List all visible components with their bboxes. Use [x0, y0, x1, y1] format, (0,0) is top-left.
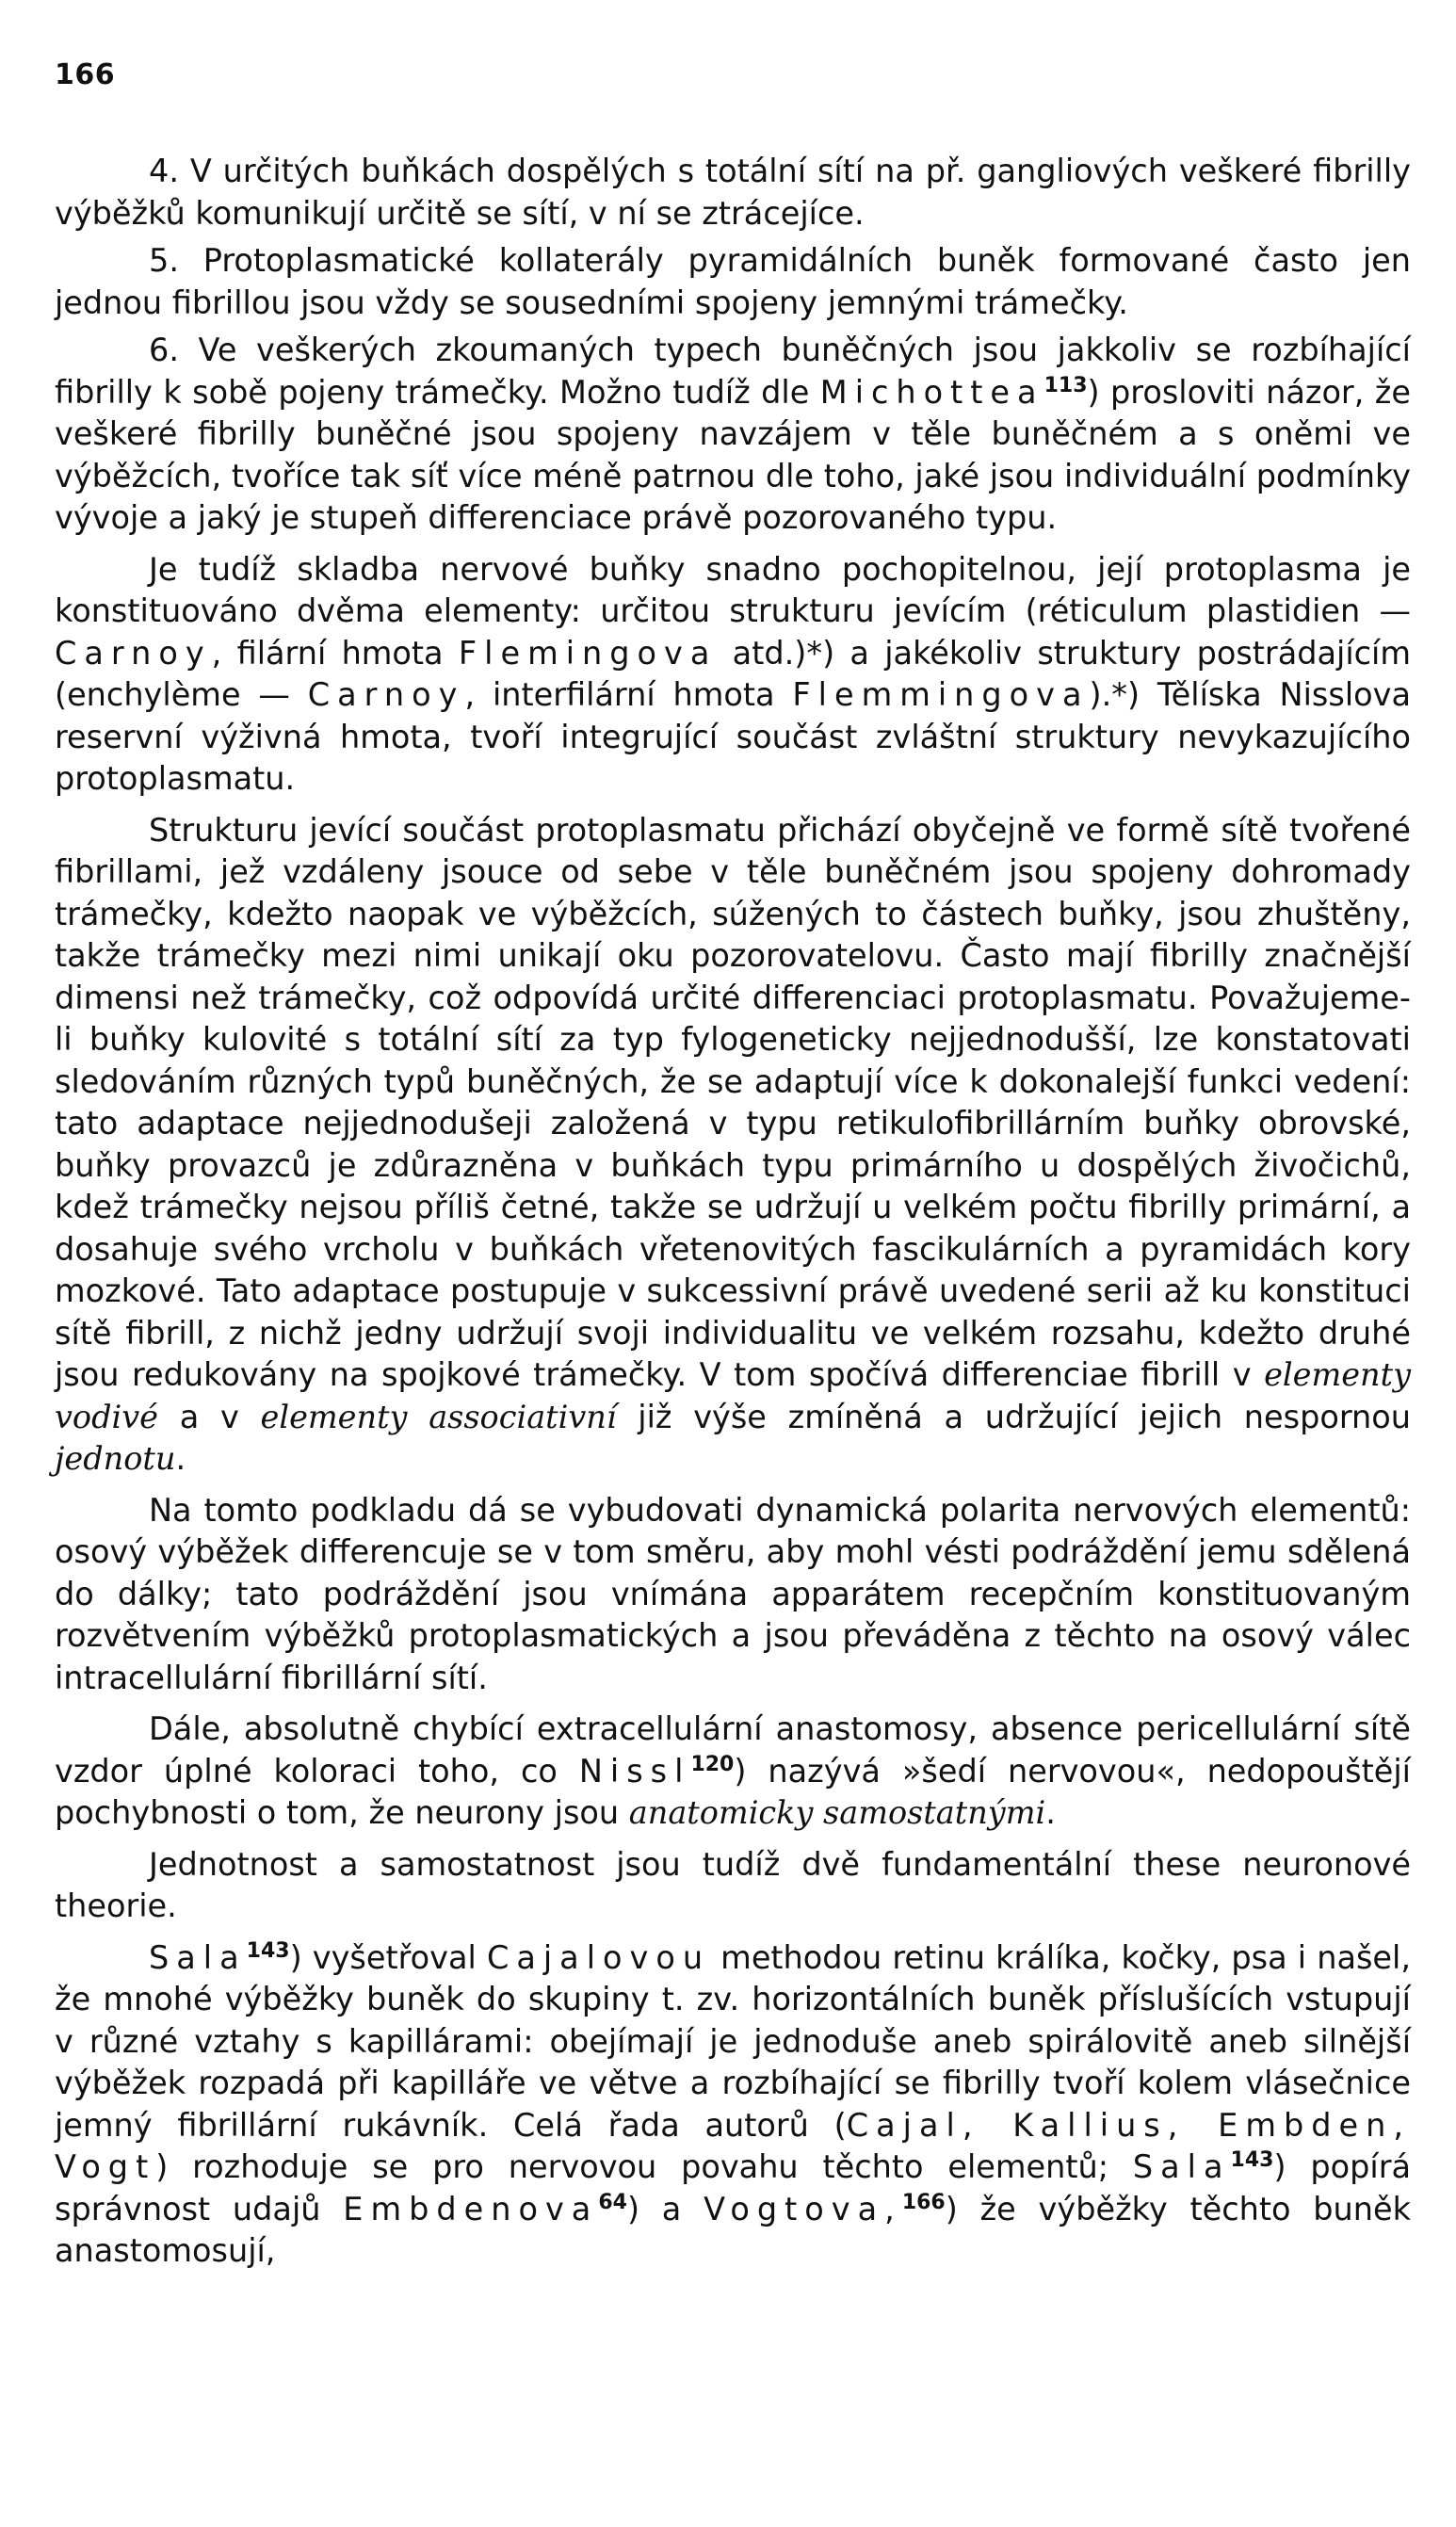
reference-number: 143: [1230, 2147, 1274, 2172]
body-text: [55, 151, 1411, 2282]
reference-number: 120: [690, 1752, 735, 1776]
author-name: Cajalovou: [486, 1938, 711, 1976]
text-run: Strukturu jevící součást protoplasmatu přichází obyčejně ve formě sítě tvořené fibrillami, jež vzdáleny jsouce od sebe v těle buněčném jsou spojeny dohromady trámečky, kdežto naopak ve výběžcích, súžených to částech buňky, jsou zhuštěny, takže trámečky mezi nimi unikají oku pozorovatelovu. Často mají fibrilly značnější dimensi než trámečky, což odpovídá určité differenciaci protoplasmatu. Považujeme-li buňky kulovité s totální sítí za typ fylogeneticky nejjednodušší, lze konstatovati sledováním různých typů buněčných, že se adaptují více k dokonalejší funkci vedení: tato adaptace nejjednodušeji založená v typu retikulofibrillárním buňky obrovské, buňky provazců je zdůrazněna v buňkách typu primárního u dospělých živočichů, kdež trámečky nejsou příliš četné, takže se udržují u velkém počtu fibrilly primární, a dosahuje svého vrcholu v buňkách vřetenovitých fascikulárních a pyramidách kory mozkové. Tato adaptace postupuje v sukcessivní právě uvedené serii až ku konstituci sítě fibrill, z nichž jedny udržují svoji individualitu ve velkém rozsahu, kdežto druhé jsou redukovány na spojkové trámečky. V tom spočívá differenciae fibrill v: [55, 811, 1411, 1393]
text-run: a v: [158, 1398, 261, 1435]
text-run: ).*) Tělíska Nisslova reservní výživná hmota, tvoří integrující součást zvláštní struktury nevykazujícího protoplasmatu.: [55, 676, 1411, 797]
paragraph-sala: [55, 1937, 1411, 2273]
text-run: ) nazývá »šedí nervovou«, nedopouštějí pochybnosti o tom, že neurony jsou: [55, 1752, 1411, 1831]
author-name: Flemingova: [458, 634, 718, 672]
author-name: Sala: [149, 1938, 247, 1976]
author-names: Cajal, Kallius, Embden, Vogt: [55, 2106, 1412, 2185]
page-number: 166: [55, 58, 116, 91]
text-run: , interfilární hmota: [464, 676, 793, 713]
italic-term: jednotu: [55, 1440, 176, 1477]
author-name: Michottea: [819, 373, 1044, 411]
author-name: Nissl: [578, 1752, 691, 1790]
paragraph-5: [55, 240, 1411, 324]
text-run: již výše zmíněná a udržující jejich nespornou: [616, 1398, 1411, 1435]
author-name: Flemmingova: [792, 676, 1090, 713]
italic-term: anatomicky samostatnými: [628, 1794, 1046, 1831]
text-run: , filární hmota: [211, 634, 459, 672]
paragraph-skladba: [55, 549, 1411, 801]
paragraph-text: Na tomto podkladu dá se vybudovati dynamická polarita nervových elementů: osový výběžek differencuje se v tom směru, aby mohl vésti podráždění jemu sdělená do dálky; tato podráždění jsou vnímána apparátem recepčním konstituovaným rozvětvením výběžků protoplasmatických a jsou převáděna z těchto na osový válec intracellulární fibrillární sítí.: [55, 1491, 1411, 1696]
text-run: 6. Ve veškerých zkoumaných typech buněčných jsou jakkoliv se rozbíhající fibrilly k sobě pojeny trámečky. Možno tudíž dle: [55, 332, 1411, 411]
text-run: ) a: [626, 2190, 704, 2227]
text-run: ) prosloviti názor, že veškeré fibrilly buněčné jsou spojeny navzájem v těle buněčném a s oněmi ve výběžcích, tvoříce tak síť více méně patrnou dle toho, jaké jsou individuální podmínky vývoje a jaký je stupeň differenciace právě pozorovaného typu.: [55, 373, 1411, 536]
author-name: Vogtova,: [704, 2190, 902, 2227]
author-name: Sala: [1132, 2148, 1231, 2185]
paragraph-jednotnost: [55, 1844, 1411, 1928]
text-run: ) že výběžky těchto buněk anastomosují,: [55, 2190, 1412, 2269]
paragraph-anastomosy: [55, 1709, 1411, 1835]
reference-number: 113: [1043, 373, 1088, 397]
paragraph-text: 5. Protoplasmatické kollaterály pyramidálních buněk formované často jen jednou fibrillou jsou vždy se sousedními spojeny jemnými trámečky.: [55, 242, 1411, 321]
italic-term: elementy associativní: [260, 1398, 617, 1435]
text-run: .: [175, 1440, 186, 1477]
paragraph-text: 4. V určitých buňkách dospělých s totální sítí na př. gangliových veškeré fibrilly výběžků komunikují určitě se sítí, v ní se ztrácejíce.: [55, 153, 1411, 232]
author-name: Carnoy: [307, 676, 465, 713]
paragraph-4: [55, 151, 1411, 235]
paragraph-struktura: [55, 810, 1411, 1481]
text-run: ) popírá správnost udajů: [55, 2148, 1411, 2227]
text-run: atd.)*) a jakékoliv struktury postrádajícím (enchylème —: [55, 634, 1411, 713]
reference-number: 166: [901, 2190, 946, 2214]
italic-term: elementy vodivé: [55, 1356, 1411, 1435]
text-run: .: [1045, 1794, 1056, 1831]
author-name: Embdenova: [343, 2190, 599, 2227]
paragraph-text: Jednotnost a samostatnost jsou tudíž dvě fundamentální these neuronové theorie.: [55, 1845, 1411, 1924]
reference-number: 143: [246, 1938, 290, 1963]
text-run: methodou retinu králíka, kočky, psa i našel, že mnohé výběžky buněk do skupiny t. zv. horizontálních buněk příslušících vstupují v různé vztahy s kapillárami: obejímají je jednoduše aneb spirálovitě aneb silnější výběžek rozpadá při kapilláře ve větve a rozbíhající se fibrilly tvoří kolem vlásečnice jemný fibrillární rukávník. Celá řada autorů (: [55, 1938, 1411, 2144]
paragraph-polarita: [55, 1490, 1411, 1700]
text-run: Je tudíž skladba nervové buňky snadno pochopitelnou, její protoplasma je konstituováno dvěma elementy: určitou strukturu jevícím (réticulum plastidien —: [55, 550, 1411, 629]
text-run: ) vyšetřoval: [289, 1938, 487, 1976]
reference-number: 64: [598, 2190, 627, 2214]
author-name: Carnoy: [55, 634, 212, 672]
text-run: ) rozhoduje se pro nervovou povahu těchto elementů;: [155, 2148, 1133, 2185]
paragraph-6: [55, 330, 1411, 540]
text-run: Dále, absolutně chybící extracellulární anastomosy, absence pericellulární sítě vzdor úplné koloraci toho, co: [55, 1710, 1411, 1790]
